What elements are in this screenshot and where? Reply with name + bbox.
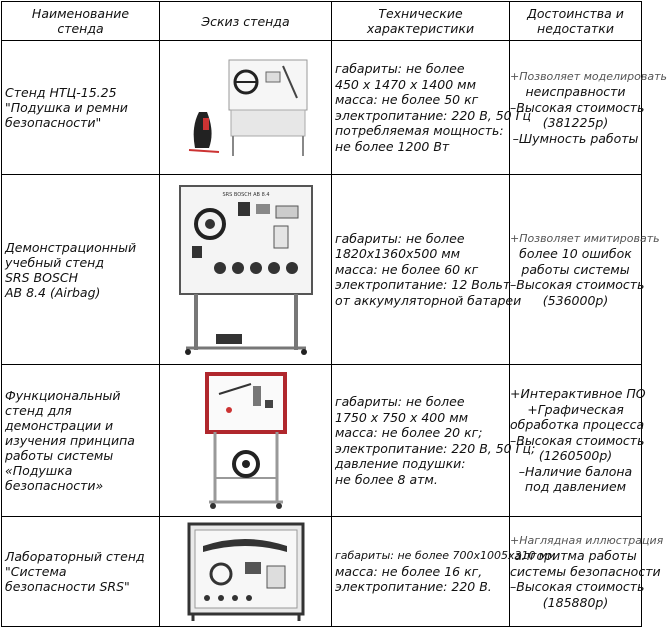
stand-name-line: стенд для: [5, 403, 72, 418]
stand-4-image: [187, 522, 305, 622]
stand-sketch-cell: [160, 365, 332, 517]
spec-line: масса: не более 50 кг: [335, 92, 479, 107]
stand-specs-cell: [332, 365, 536, 517]
stand-name-line: демонстрации и: [5, 418, 114, 433]
stand-comparison-table: [1, 1, 667, 627]
header-pros-line: Достоинства и: [527, 6, 624, 21]
stand-name-line: Функциональный: [5, 388, 121, 403]
table-row: [2, 41, 642, 175]
header-specs-line: характеристики: [366, 21, 475, 36]
spec-line: электропитание: 220 В, 50 Гц;: [335, 440, 536, 456]
spec-line: электропитание: 220 В, 50 Гц: [335, 107, 532, 123]
stand-specs-cell: [332, 175, 522, 365]
cons-line: –Высокая стоимость: [510, 99, 645, 115]
cons-line: –Шумность работы: [512, 130, 639, 146]
pros-line: обработка процесса: [510, 417, 645, 433]
header-name-line: Наименование: [31, 6, 130, 21]
stand-2-panel-label: SRS BOSCH AB 8.4: [221, 191, 270, 198]
spec-line: 1750 х 750 х 400 мм: [335, 409, 469, 425]
stand-pros-cell: [510, 41, 667, 175]
spec-line: не более 1200 Вт: [335, 138, 450, 154]
pros-line: +Позволяет имитировать: [510, 231, 660, 245]
header-pros-line: недостатки: [537, 21, 614, 36]
cons-line: –Высокая стоимость: [510, 277, 645, 293]
header-name-line: стенда: [57, 21, 104, 36]
spec-line: потребляемая мощность:: [335, 123, 504, 138]
spec-line: габариты: не более 700х1005х310 мм: [335, 549, 556, 563]
pros-line: более 10 ошибок: [519, 246, 632, 262]
cons-line: –Высокая стоимость: [510, 432, 645, 448]
stand-specs-cell: [332, 41, 532, 175]
header-specs-line: Технические: [378, 6, 463, 21]
header-specs: [332, 2, 510, 41]
pros-line: +Графическая: [527, 401, 624, 417]
stand-name-line: Лабораторный стенд: [5, 549, 145, 564]
spec-line: от аккумуляторной батареи: [335, 292, 522, 308]
cons-line: (536000р): [542, 292, 609, 308]
stand-sketch-cell: [160, 517, 332, 627]
stand-pros-cell: [510, 175, 660, 365]
stand-sketch-cell: [160, 175, 332, 365]
stand-3-image: [201, 370, 291, 512]
stand-2-image: [176, 182, 316, 358]
spec-line: масса: не более 20 кг;: [335, 425, 483, 440]
pros-line: работы системы: [521, 261, 630, 277]
stand-specs-cell: [332, 517, 556, 627]
stand-name-cell: [2, 175, 160, 365]
spec-line: электропитание: 12 Вольт: [335, 277, 511, 293]
header-row: [2, 2, 642, 41]
spec-line: давление подушки:: [335, 456, 466, 471]
stand-name-line: SRS BOSCH: [5, 269, 79, 285]
stand-name-line: изучения принципа: [5, 433, 135, 448]
table-row: [2, 365, 642, 517]
stand-name-line: "Подушка и ремни: [5, 100, 128, 115]
spec-line: 450 х 1470 х 1400 мм: [335, 76, 477, 92]
header-sketch-label: Эскиз стенда: [201, 13, 290, 29]
cons-line: под давлением: [524, 479, 627, 495]
pros-line: +Интерактивное ПО: [510, 386, 646, 402]
spec-line: не более 8 атм.: [335, 471, 438, 487]
stand-name-line: Стенд НТЦ-15.25: [5, 85, 117, 100]
pros-line: неисправности: [525, 84, 626, 100]
cons-line: –Высокая стоимость: [510, 579, 645, 595]
stand-name-line: «Подушка безопасности»: [5, 463, 104, 493]
stand-pros-cell: [510, 517, 664, 627]
stand-name-line: учебный стенд: [5, 254, 104, 270]
cons-line: (381225р): [542, 115, 609, 131]
stand-name-line: безопасности SRS": [5, 579, 130, 594]
stand-name-line: работы системы: [5, 448, 114, 463]
pros-line: +Позволяет моделировать: [510, 69, 667, 83]
pros-line: системы безопасности: [510, 563, 661, 579]
stand-1-image: [171, 52, 321, 164]
table-row: [2, 175, 642, 365]
stand-name-cell: [2, 365, 160, 517]
spec-line: габариты: не более: [335, 61, 465, 76]
stand-name-line: безопасности": [5, 115, 102, 130]
pros-line: алгоритма работы: [514, 548, 637, 564]
cons-line: (185880р): [542, 594, 609, 610]
pros-line: +Наглядная иллюстрация: [510, 533, 664, 547]
table-row: [2, 517, 642, 627]
stand-sketch-cell: [160, 41, 332, 175]
spec-line: электропитание: 220 В.: [335, 579, 492, 595]
stand-name-line: Демонстрационный: [5, 239, 137, 255]
spec-line: габариты: не более: [335, 394, 465, 409]
cons-line: (1260500р): [538, 448, 613, 464]
stand-name-cell: [2, 41, 160, 175]
spec-line: масса: не более 60 кг: [335, 261, 479, 277]
spec-line: масса: не более 16 кг,: [335, 563, 483, 579]
header-pros-cons: [510, 2, 642, 41]
stand-name-line: "Система: [5, 564, 67, 579]
stand-pros-cell: [510, 365, 646, 517]
stand-name-line: AB 8.4 (Airbag): [5, 284, 101, 300]
header-sketch: [160, 2, 332, 41]
spec-line: 1820х1360х500 мм: [335, 246, 461, 262]
header-name: [2, 2, 160, 41]
stand-name-cell: [2, 517, 160, 627]
spec-line: габариты: не более: [335, 230, 465, 246]
cons-line: –Наличие балона: [518, 463, 633, 479]
